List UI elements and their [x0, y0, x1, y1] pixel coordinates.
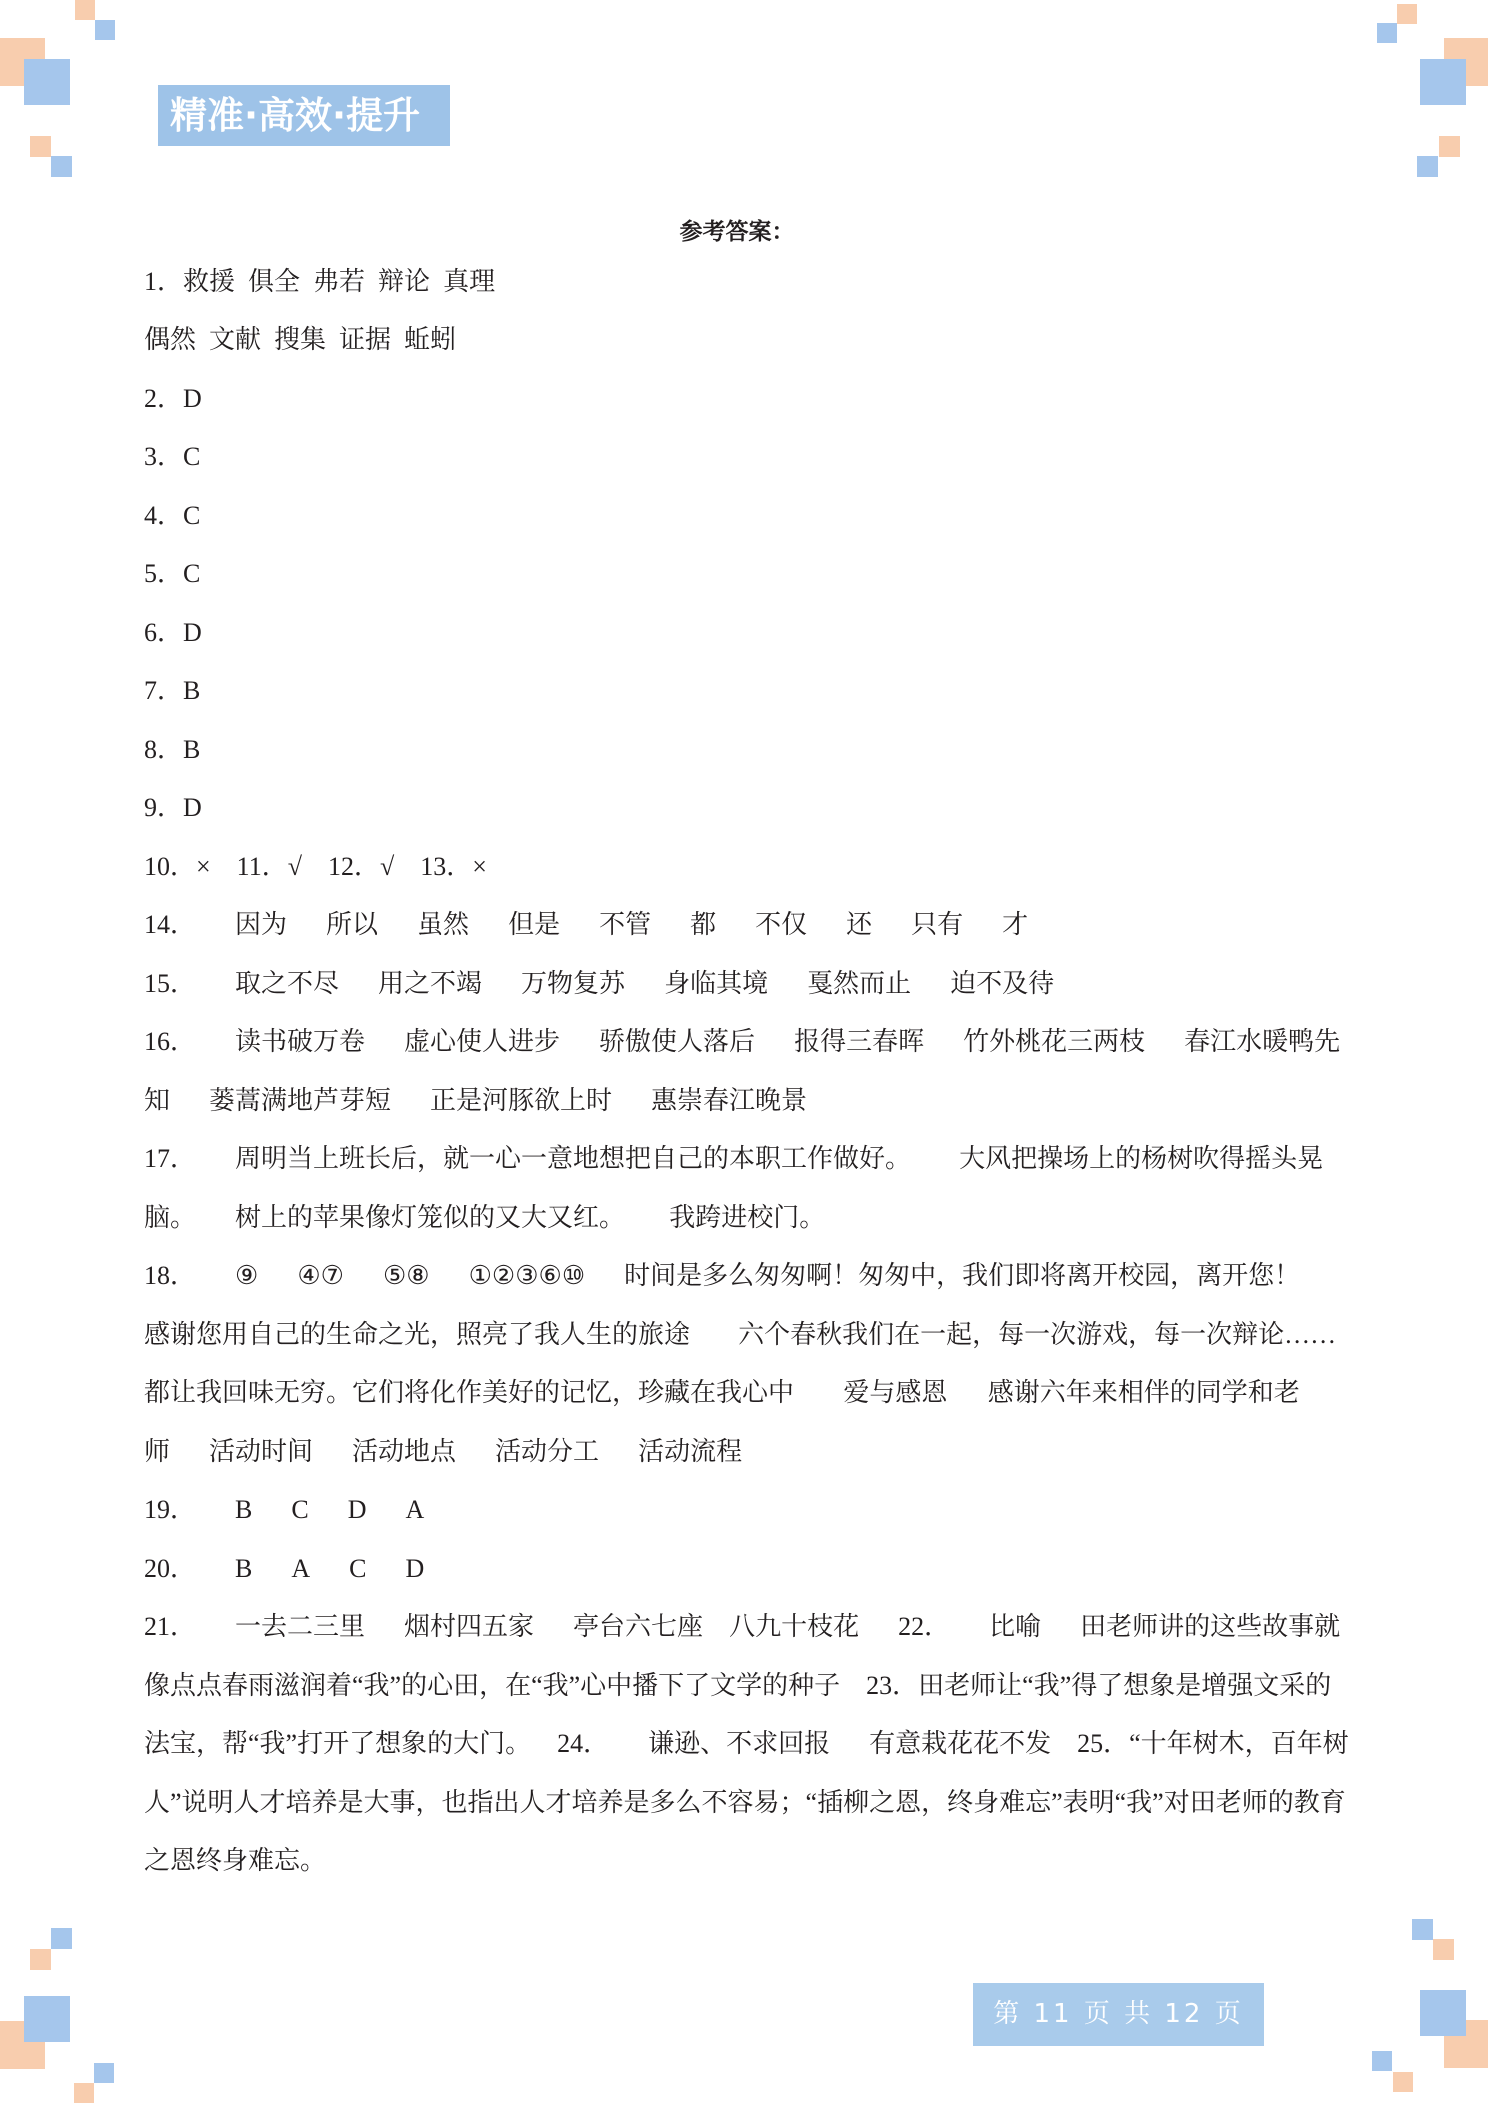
answer-line — [144, 370, 1404, 429]
answer-list — [144, 253, 1404, 1891]
answer-text: 活动时间 — [209, 1436, 314, 1466]
answer-text: 虽然 — [417, 910, 470, 939]
brand-badge-text: 精准·高效·提升 — [170, 94, 421, 137]
answer-text: 都让我回味无穷。它们将化作美好的记忆，珍藏在我心中 — [144, 1378, 795, 1407]
answer-text: 亭台六七座 — [573, 1612, 704, 1641]
answer-text: 22． — [898, 1612, 951, 1641]
decor-square — [51, 156, 72, 177]
answer-text: 六个春秋我们在一起，每一次游戏，每一次辩论…… — [738, 1319, 1337, 1349]
decor-square — [1420, 1990, 1466, 2036]
brand-badge — [158, 85, 450, 146]
answer-text: 知 — [144, 1085, 171, 1115]
answer-text: 3．C — [144, 442, 201, 471]
page-indicator-text: 第 11 页 共 12 页 — [993, 1999, 1244, 2029]
answer-line — [144, 1657, 1404, 1716]
answer-text: 竹外桃花三两枝 — [963, 1027, 1146, 1056]
decor-square — [30, 136, 51, 157]
answer-text: 11．√ — [236, 851, 302, 881]
decor-square — [1417, 156, 1438, 177]
answer-text: 只有 — [911, 910, 964, 939]
answer-text: 师 — [144, 1436, 171, 1466]
answer-line — [144, 662, 1404, 721]
decor-square — [1433, 1939, 1454, 1960]
decor-square — [0, 2021, 45, 2069]
answer-line — [144, 545, 1404, 604]
answer-text: 春江水暖鸭先 — [1184, 1027, 1341, 1056]
answer-line — [144, 896, 1404, 955]
answer-text: 活动流程 — [638, 1436, 743, 1466]
answer-text: 6．D — [144, 617, 202, 647]
answer-text: 23．田老师让“我”得了想象是增强文采的 — [866, 1670, 1332, 1700]
answer-text: 17． — [144, 1144, 197, 1173]
answer-text: 人”说明人才培养是大事，也指出人才培养是多么不容易；“插柳之恩，终身难忘”表明“我”对田老师的教育 — [144, 1787, 1346, 1817]
decor-square — [75, 0, 95, 20]
answer-line — [144, 487, 1404, 546]
answer-text: 报得三春晖 — [794, 1027, 925, 1056]
answer-text: ①②③⑥⑩ — [468, 1261, 586, 1290]
answer-text: 19． — [144, 1495, 197, 1524]
decor-square — [1372, 2051, 1392, 2071]
answer-text: 身临其境 — [664, 968, 769, 998]
answer-text: 7．B — [144, 676, 201, 705]
answer-line — [144, 1130, 1404, 1189]
page-indicator — [973, 1983, 1264, 2046]
answer-text: 弗若 — [313, 266, 366, 296]
answer-text: 辩论 — [378, 266, 431, 296]
answer-text: 真理 — [443, 266, 496, 296]
answer-text: 虚心使人进步 — [404, 1027, 561, 1056]
answer-text: 读书破万卷 — [235, 1027, 366, 1056]
answer-text: ⑤⑧ — [382, 1261, 430, 1290]
answer-line — [144, 1072, 1404, 1131]
answer-text: 都 — [690, 910, 717, 939]
answer-text: 骄傲使人落后 — [599, 1027, 756, 1056]
answer-text: 但是 — [508, 910, 561, 939]
answer-text: 万物复苏 — [521, 968, 626, 998]
answer-line — [144, 311, 1404, 370]
decor-square — [0, 38, 45, 86]
answer-text: 1．救援 — [144, 266, 236, 296]
answer-line — [144, 1364, 1404, 1423]
answer-text: 正是河豚欲上时 — [430, 1085, 613, 1115]
answer-line — [144, 428, 1404, 487]
answer-line — [144, 604, 1404, 663]
answer-line — [144, 1306, 1404, 1365]
answer-text: 惠崇春江晚景 — [651, 1085, 808, 1115]
answer-line — [144, 1481, 1404, 1540]
answer-text: 20． — [144, 1553, 197, 1583]
answer-line — [144, 1598, 1404, 1657]
answer-text: 8．B — [144, 734, 201, 764]
answer-text: 一去二三里 — [235, 1612, 366, 1641]
answer-text: D — [405, 1553, 425, 1583]
answer-text: 25．“十年树木，百年树 — [1077, 1729, 1349, 1758]
answer-text: 爱与感恩 — [843, 1378, 948, 1407]
answer-text: 13．× — [420, 851, 487, 881]
answer-line — [144, 838, 1404, 897]
answer-text: 我跨进校门。 — [669, 1202, 826, 1232]
answer-text: 用之不竭 — [378, 968, 483, 998]
section-title: 参考答案： — [679, 219, 795, 244]
answer-text: 烟村四五家 — [404, 1612, 535, 1641]
answer-text: 田老师讲的这些故事就 — [1080, 1612, 1341, 1641]
answer-text: 时间是多么匆匆啊！匆匆中，我们即将离开校园，离开您！ — [624, 1261, 1301, 1290]
answer-line — [144, 1013, 1404, 1072]
answer-text: C — [291, 1495, 309, 1524]
answer-text: 21． — [144, 1612, 197, 1641]
answer-text: 感谢您用自己的生命之光，照亮了我人生的旅途 — [144, 1319, 691, 1349]
decor-square — [24, 59, 70, 105]
answer-text: 还 — [846, 910, 873, 939]
answer-text: 10．× — [144, 851, 211, 881]
answer-text: 搜集 — [274, 325, 327, 354]
answer-text: 戛然而止 — [807, 968, 912, 998]
answer-text: 之恩终身难忘。 — [144, 1846, 327, 1875]
answer-text: 2．D — [144, 383, 202, 413]
answer-text: 证据 — [339, 325, 392, 354]
answer-text: 4．C — [144, 500, 201, 530]
decor-square — [1439, 136, 1460, 157]
answer-text: ④⑦ — [297, 1261, 344, 1290]
answer-line — [144, 1774, 1404, 1833]
answer-text: 蒌蒿满地芦芽短 — [209, 1085, 392, 1115]
answer-text: C — [349, 1553, 367, 1583]
decor-square — [95, 20, 115, 40]
decor-square — [1444, 38, 1488, 86]
answer-text: 法宝，帮“我”打开了想象的大门。 — [144, 1729, 532, 1758]
answer-text: 取之不尽 — [235, 968, 340, 998]
answer-text: 周明当上班长后，就一心一意地想把自己的本职工作做好。 — [235, 1144, 912, 1173]
decor-square — [51, 1928, 72, 1949]
answer-text: 9．D — [144, 793, 202, 822]
answer-text: 偶然 — [144, 325, 197, 354]
answer-text: 树上的苹果像灯笼似的又大又红。 — [235, 1202, 626, 1232]
answer-text: 24． — [557, 1729, 610, 1758]
answer-text: 因为 — [235, 910, 288, 939]
answer-text: 不管 — [599, 910, 652, 939]
answer-text: B — [235, 1495, 253, 1524]
answer-text: 12．√ — [327, 851, 395, 881]
answer-text: 像点点春雨滋润着“我”的心田，在“我”心中播下了文学的种子 — [144, 1670, 841, 1700]
answer-line — [144, 955, 1404, 1014]
decor-square — [1444, 2020, 1488, 2068]
answer-text: 蚯蚓 — [404, 325, 457, 354]
answer-line — [144, 1540, 1404, 1599]
answer-line — [144, 1247, 1404, 1306]
answer-line — [144, 779, 1404, 838]
answer-text: ⑨ — [235, 1261, 259, 1290]
decor-square — [74, 2083, 94, 2103]
decor-square — [1377, 23, 1397, 43]
answer-text: 15． — [144, 968, 197, 998]
answer-text: 脑。 — [144, 1202, 197, 1232]
decor-square — [1420, 59, 1466, 105]
answer-line — [144, 1832, 1404, 1891]
answer-text: B — [235, 1553, 253, 1583]
answer-text: 大风把操场上的杨树吹得摇头晃 — [959, 1144, 1324, 1173]
answer-text: 八九十枝花 — [729, 1612, 860, 1641]
answer-text: A — [291, 1553, 311, 1583]
decor-square — [94, 2063, 114, 2083]
answer-text: 活动分工 — [495, 1436, 600, 1466]
answer-line — [144, 721, 1404, 780]
answer-text: A — [405, 1495, 425, 1524]
answer-text: 18． — [144, 1261, 197, 1290]
answer-text: 感谢六年来相伴的同学和老 — [987, 1378, 1300, 1407]
answer-line — [144, 1423, 1404, 1482]
decor-square — [1393, 2072, 1413, 2092]
answer-text: 谦逊、不求回报 — [648, 1729, 831, 1758]
answer-text: 俱全 — [248, 266, 301, 296]
answer-text: 活动地点 — [352, 1436, 457, 1466]
answer-text: 14． — [144, 910, 197, 939]
answer-text: 迫不及待 — [950, 968, 1055, 998]
decor-square — [30, 1949, 51, 1970]
decor-square — [24, 1996, 70, 2042]
answer-text: 有意栽花花不发 — [869, 1729, 1052, 1758]
decor-square — [1412, 1919, 1433, 1940]
answer-text: D — [347, 1495, 367, 1524]
answer-text: 不仅 — [755, 910, 808, 939]
answer-text: 比喻 — [989, 1612, 1042, 1641]
answer-line — [144, 1189, 1404, 1248]
decor-square — [1397, 4, 1417, 24]
answer-line — [144, 1715, 1404, 1774]
answer-line — [144, 253, 1404, 312]
answer-text: 所以 — [326, 910, 379, 939]
answer-text: 文献 — [209, 325, 262, 354]
answer-text: 才 — [1002, 910, 1029, 939]
answer-text: 5．C — [144, 559, 201, 588]
answer-text: 16． — [144, 1027, 197, 1056]
